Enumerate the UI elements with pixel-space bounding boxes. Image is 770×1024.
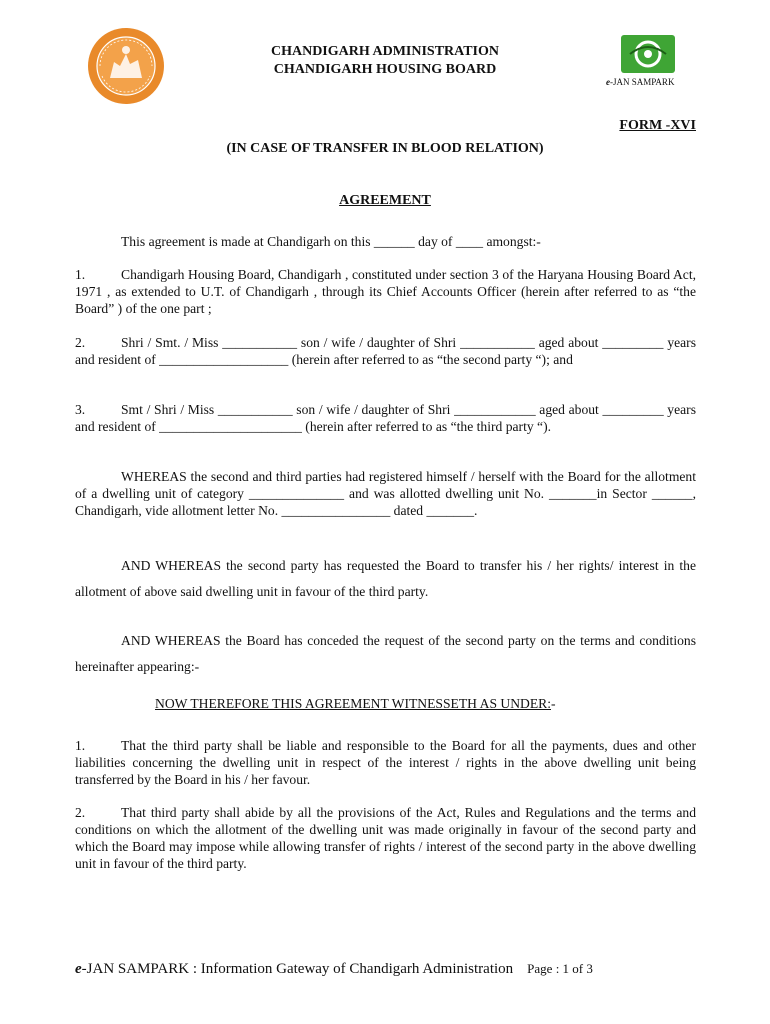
party-3-text: Smt / Shri / Miss ___________ son / wife / daughter of Shri ____________ aged about _________ years and resident of _____________________ (herein after referred to as “the third party “). — [75, 402, 696, 434]
ejan-caption-text: -JAN SAMPARK — [610, 77, 675, 87]
party-1-text: Chandigarh Housing Board, Chandigarh , constituted under section 3 of the Haryana Housing Board Act, 1971 , as extended to U.T. of Chandigarh , through its Chief Accounts Officer (herein after referred to as “the Board” ) of the one part ; — [75, 267, 696, 316]
clause-1-number: 1. — [75, 738, 86, 753]
party-2-paragraph — [75, 334, 696, 368]
footer-text: -JAN SAMPARK : Information Gateway of Chandigarh Administration — [81, 961, 514, 977]
whereas-3-paragraph — [75, 628, 696, 680]
intro-paragraph — [75, 233, 696, 250]
footer-e-letter: e — [75, 961, 82, 977]
clause-2-text: That third party shall abide by all the provisions of the Act, Rules and Regulations and the terms and conditions on which the allotment of the dwelling unit was made originally in favour of the second party and which the Board may impose while allowing transfer of rights / interest of the second party in the above dwelling unit in favour of the third party. — [75, 805, 696, 871]
form-number: FORM -XVI — [619, 118, 696, 133]
witness-heading-text: NOW THEREFORE THIS AGREEMENT WITNESSETH AS UNDER: — [155, 696, 551, 711]
party-2-text: Shri / Smt. / Miss ___________ son / wife / daughter of Shri ___________ aged about _________ years and resident of ___________________ (herein after referred to as “the second party “); and — [75, 335, 696, 367]
whereas-3-text: AND WHEREAS the Board has conceded the request of the second party on the terms and conditions hereinafter appearing:- — [75, 633, 696, 674]
whereas-1-paragraph — [75, 468, 696, 519]
whereas-2-text: AND WHEREAS the second party has requested the Board to transfer his / her rights/ interest in the allotment of above said dwelling unit in favour of the third party. — [75, 558, 696, 599]
witness-heading-suffix: - — [551, 696, 556, 711]
party-3-paragraph — [75, 401, 696, 435]
header-board-title: CHANDIGARH HOUSING BOARD — [273, 62, 497, 77]
witness-heading — [155, 696, 556, 712]
clause-1-paragraph — [75, 737, 696, 788]
party-3-number: 3. — [75, 402, 86, 417]
page-number: Page : 1 of 3 — [527, 961, 593, 976]
header-admin-title: CHANDIGARH ADMINISTRATION — [270, 44, 500, 59]
ejan-sampark-logo-icon — [620, 34, 676, 74]
form-subtitle: (IN CASE OF TRANSFER IN BLOOD RELATION) — [226, 141, 544, 156]
clause-1-text: That the third party shall be liable and responsible to the Board for all the payments, dues and other liabilities concerning the dwelling unit in respect of the interest / rights in the above dwelling unit being transferred by the Board in his / her favour. — [75, 738, 696, 787]
whereas-1-text: WHEREAS the second and third parties had registered himself / herself with the Board for the allotment of a dwelling unit of category ______________ and was allotted dwelling unit No. _______in Sector ______, Chandigarh, vide allotment letter No. ________________ dated _______. — [75, 469, 696, 518]
ejan-e-letter: e — [606, 77, 610, 87]
agreement-heading: AGREEMENT — [339, 193, 431, 208]
clause-2-paragraph — [75, 804, 696, 872]
whereas-2-paragraph — [75, 553, 696, 605]
intro-text: This agreement is made at Chandigarh on this ______ day of ____ amongst:- — [121, 234, 541, 249]
party-1-number: 1. — [75, 267, 86, 282]
page-footer — [75, 961, 593, 978]
clause-2-number: 2. — [75, 805, 86, 820]
ejan-sampark-caption — [606, 77, 674, 87]
party-2-number: 2. — [75, 335, 86, 350]
party-1-paragraph — [75, 266, 696, 317]
